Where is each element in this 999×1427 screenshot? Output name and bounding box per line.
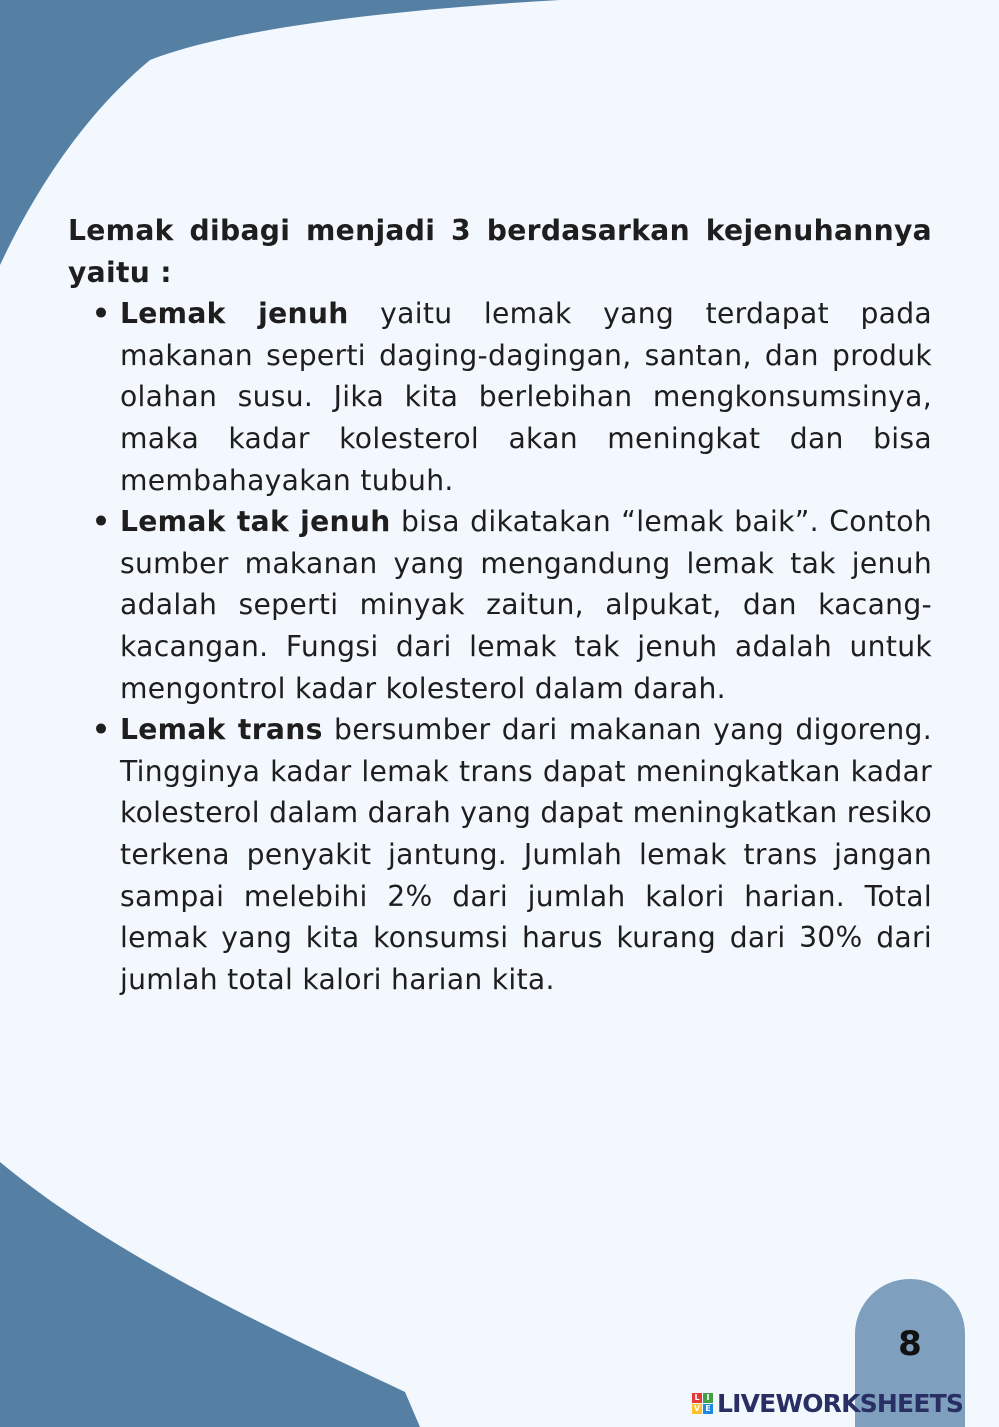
item-term: Lemak jenuh xyxy=(120,297,349,331)
bullet-icon: • xyxy=(92,297,111,331)
liveworksheets-logo-icon xyxy=(692,1393,713,1414)
main-content xyxy=(68,210,932,1000)
list-item-lemak-trans xyxy=(68,709,932,1000)
logo-letter-e: E xyxy=(703,1404,713,1414)
item-description: bisa dikatakan “lemak baik”. Contoh sumber makanan yang mengandung lemak tak jenuh adalah seperti minyak zaitun, alpukat, dan kacang-kacangan. Fungsi dari lemak tak jenuh adalah untuk mengontrol kadar kolesterol dalam darah. xyxy=(120,505,932,705)
logo-letter-l: L xyxy=(692,1393,702,1403)
item-term: Lemak tak jenuh xyxy=(120,505,391,539)
intro-heading: Lemak dibagi menjadi 3 berdasarkan kejenuhannya yaitu : xyxy=(68,214,932,289)
item-description: bersumber dari makanan yang digoreng. Tingginya kadar lemak trans dapat meningkatkan kadar kolesterol dalam darah yang dapat meningkatkan resiko terkena penyakit jantung. Jumlah lemak trans jangan sampai melebihi 2% dari jumlah kalori harian. Total lemak yang kita konsumsi harus kurang dari 30% dari jumlah total kalori harian kita. xyxy=(120,713,933,996)
item-description: yaitu lemak yang terdapat pada makanan seperti daging-dagingan, santan, dan produk olahan susu. Jika kita berlebihan mengkonsumsinya, maka kadar kolesterol akan meningkat dan bisa membahayakan tubuh. xyxy=(120,297,932,497)
watermark-text: LIVEWORKSHEETS xyxy=(717,1388,964,1418)
liveworksheets-watermark xyxy=(692,1388,963,1418)
page-number: 8 xyxy=(898,1324,922,1364)
bullet-icon: • xyxy=(92,505,111,539)
item-term: Lemak trans xyxy=(120,713,323,747)
list-item-lemak-tak-jenuh xyxy=(68,501,932,709)
logo-letter-i: I xyxy=(703,1393,713,1403)
logo-letter-v: V xyxy=(693,1403,701,1413)
bullet-icon: • xyxy=(92,713,111,747)
fat-types-list xyxy=(68,293,932,1000)
list-item-lemak-jenuh xyxy=(68,293,932,501)
